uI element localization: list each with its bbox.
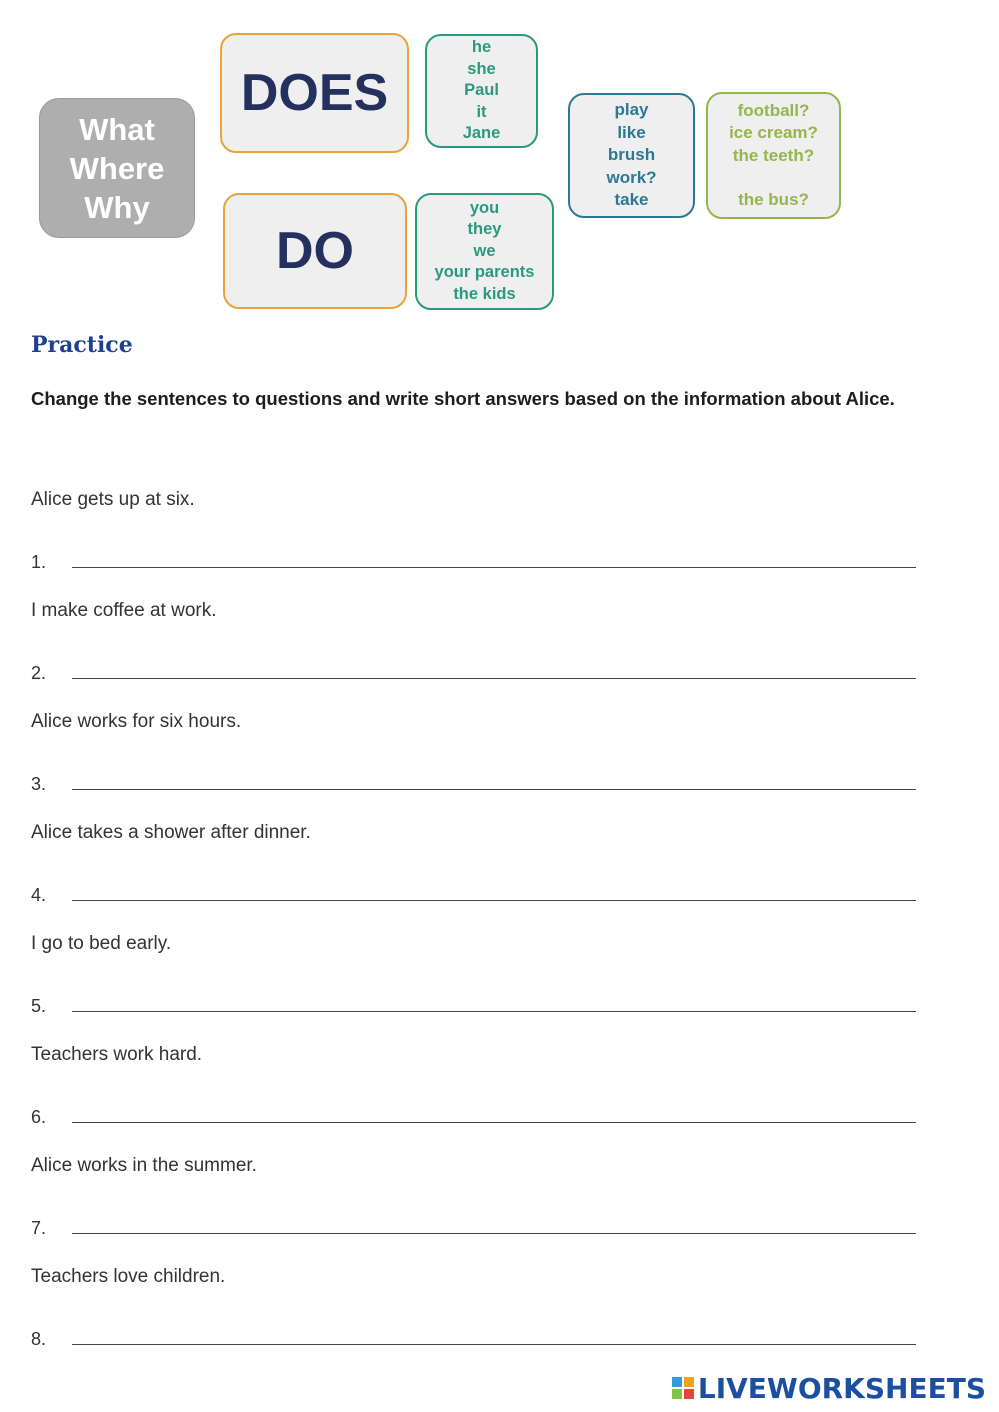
answer-line[interactable] (72, 1233, 916, 1234)
object-word: ice cream? (729, 123, 818, 142)
answer-number: 7. (31, 1218, 47, 1238)
exercise-sentence: Alice takes a shower after dinner. (31, 822, 311, 843)
answer-number: 4. (31, 885, 47, 905)
plural-subjects-box (415, 193, 554, 310)
verb-word: play (614, 100, 649, 120)
wh-question-words-box (39, 98, 195, 238)
do-box (223, 193, 407, 309)
exercise-list (31, 489, 921, 1377)
exercise-sentence: I make coffee at work. (31, 600, 217, 621)
do-label: DO (276, 222, 354, 280)
object-word: football? (737, 100, 810, 120)
wh-word: Where (69, 150, 165, 186)
subject-word: Paul (464, 81, 499, 100)
verbs-box (568, 93, 695, 218)
exercise-item (31, 822, 921, 933)
answer-line[interactable] (72, 789, 916, 790)
object-word: the teeth? (732, 145, 815, 165)
exercise-item (31, 489, 921, 600)
answer-number: 1. (31, 552, 47, 572)
liveworksheets-logo-icon (672, 1377, 694, 1399)
exercise-item (31, 711, 921, 822)
verb-word: like (617, 122, 646, 142)
verb-word: take (614, 190, 649, 210)
exercise-sentence: Teachers love children. (31, 1266, 226, 1287)
answer-line[interactable] (72, 1344, 916, 1345)
subject-word: she (467, 59, 496, 78)
subject-word: you (469, 198, 500, 217)
practice-heading: Practice (31, 332, 133, 358)
answer-line[interactable] (72, 567, 916, 568)
answer-line[interactable] (72, 1122, 916, 1123)
subject-word: it (476, 102, 487, 121)
verb-word: brush (607, 145, 656, 165)
answer-line[interactable] (72, 900, 916, 901)
answer-line[interactable] (72, 678, 916, 679)
subject-word: he (471, 38, 492, 57)
verb-word: work? (606, 167, 657, 187)
answer-number: 5. (31, 996, 47, 1016)
exercise-sentence: I go to bed early. (31, 933, 172, 954)
answer-line[interactable] (72, 1011, 916, 1012)
liveworksheets-logo (672, 1372, 986, 1404)
exercise-sentence: Alice works in the summer. (31, 1155, 257, 1176)
does-box (220, 33, 409, 153)
wh-word: What (79, 111, 155, 147)
singular-subjects-box (425, 34, 538, 148)
exercise-item (31, 1266, 921, 1377)
subject-word: we (473, 241, 496, 260)
answer-number: 2. (31, 663, 47, 683)
brand-name: LIVEWORKSHEETS (697, 1371, 986, 1405)
objects-box (706, 92, 841, 219)
exercise-sentence: Teachers work hard. (31, 1044, 203, 1065)
subject-word: your parents (434, 263, 535, 282)
instructions: Change the sentences to questions and write short answers based on the information about Alice. (31, 388, 895, 409)
exercise-item (31, 600, 921, 711)
answer-number: 3. (31, 774, 47, 794)
answer-number: 6. (31, 1107, 47, 1127)
exercise-sentence: Alice gets up at six. (31, 489, 195, 510)
does-label: DOES (240, 64, 389, 122)
object-word: the bus? (738, 190, 809, 209)
exercise-item (31, 1044, 921, 1155)
exercise-item (31, 1155, 921, 1266)
subject-word: they (467, 220, 502, 239)
answer-number: 8. (31, 1329, 47, 1349)
wh-word: Why (84, 189, 150, 225)
exercise-item (31, 933, 921, 1044)
exercise-sentence: Alice works for six hours. (31, 711, 242, 732)
subject-word: the kids (453, 284, 516, 303)
subject-word: Jane (462, 124, 501, 143)
